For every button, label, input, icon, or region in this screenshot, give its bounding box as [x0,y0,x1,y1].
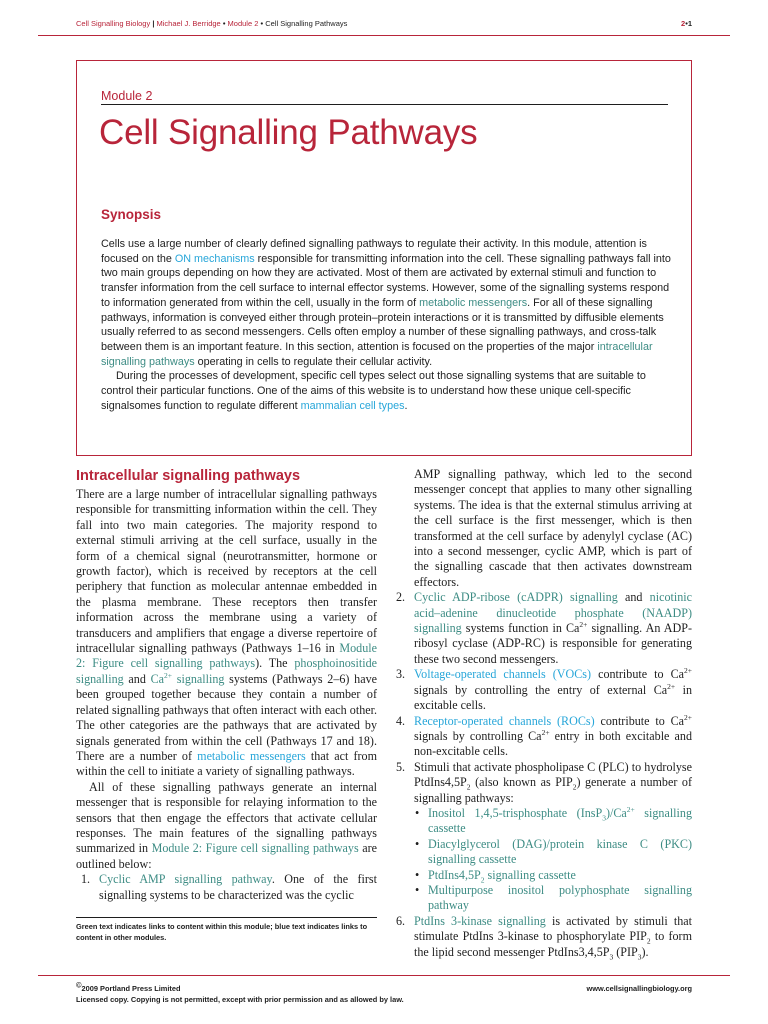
link-ptdins-3-kinase-signalling[interactable]: PtdIns 3-kinase signalling [414,913,546,928]
text-run: Cells use a large number of clearly defined signalling pathways to regulate their activity. In this module, attention is focused on the [101,238,647,265]
running-header-left [76,17,347,31]
synopsis-heading: Synopsis [101,207,162,222]
header-bullet: • [222,19,226,28]
text-run: that act from within the cell to initiate a variety of signalling pathways. [76,748,377,779]
text-run: signals by controlling Ca [414,728,542,743]
footnote-rule [76,917,377,918]
list-number: 4. [396,713,406,728]
text-run: and [123,671,151,686]
text-run: systems function in Ca [461,621,580,636]
body-paragraph [76,487,377,780]
link-ptdins45p2-cassette[interactable] [428,868,576,882]
page-number [681,17,692,31]
list-item [76,872,377,903]
text-run: are outlined below: [76,841,377,871]
link-receptor-operated-channels[interactable]: Receptor-operated channels (ROCs) [414,713,595,728]
header-rule [38,35,730,36]
link-ca-signalling[interactable] [151,672,225,686]
text-run: operating in cells to regulate their cellular activity. [194,355,433,368]
header-divider: | [152,19,155,28]
copyright-text: 2009 Portland Press Limited [81,984,181,993]
synopsis-paragraph [101,237,672,369]
bullet-item [414,883,692,914]
license-notice: Licensed copy. Copying is not permitted, except with prior permission and as allowed by law. [76,995,404,1004]
subscript: 2 [646,936,651,946]
link-figure-cell-signalling-pathways[interactable]: Module 2: Figure cell signalling pathways [76,641,377,671]
subscript: 2 [480,874,485,884]
synopsis-text [101,237,672,413]
text-run: contribute to Ca [591,667,684,682]
page-number-module: 2 [681,19,686,28]
list-item [391,667,692,713]
link-metabolic-messengers[interactable]: metabolic messengers [419,296,528,309]
section-heading: Intracellular signalling pathways [76,468,301,484]
text-run: Inositol 1,4,5-trisphosphate (InsP [428,805,603,820]
superscript: 2+ [684,666,692,676]
text-run: entry in both excitable and non-excitable cells. [414,728,693,759]
superscript: 2+ [626,804,635,814]
list-number: 2. [396,590,406,605]
text-run: (PIP [613,944,638,959]
link-naadp-signalling[interactable]: nicotinic acid–adenine dinucleotide phosphate (NAADP) signalling [414,590,692,636]
link-inositol-polyphosphate-pathway[interactable]: Multipurpose inositol polyphosphate signalling pathway [428,882,692,913]
superscript: 2+ [667,681,676,691]
link-metabolic-messengers[interactable]: metabolic messengers [197,748,306,763]
text-run: . One of the first signalling systems to be characterized was the cyclic [99,872,377,902]
text-run: systems (Pathways 2–6) have been grouped together because they contain a number of related signalling pathways that often interact with each other. The other categories are the pathways that are activated by signals generated from within the cell (Pathways 17 and 18). There are a number of [76,671,377,763]
link-cadpr-signalling[interactable]: Cyclic ADP-ribose (cADPR) signalling [414,590,618,605]
header-module: Module 2 [227,19,259,28]
header-author: Michael J. Berridge [156,19,221,28]
list-item [391,714,692,760]
text-run: responsible for transmitting information into the cell. These signalling pathways fall into two main groups depending on how they are activated. Most of them are activated by external stimuli and function to transfer information from the cell surface to internal effector systems. However, some of the signalling systems respond to information generated from within the cell, usually in the form of [101,252,671,309]
text-run: )/Ca [605,805,627,820]
text-run: Stimuli that activate phospholipase C (PLC) to hydrolyse PtdIns4,5P [414,759,692,790]
subscript: 2 [572,782,577,792]
website-link[interactable]: www.cellsignallingbiology.org [586,984,692,993]
running-header [76,17,692,31]
subscript: 3 [602,813,606,823]
subscript: 3 [609,952,614,961]
copyright-symbol: © [76,980,82,990]
page-number-page: 1 [687,19,692,28]
subscript: 2 [466,782,471,792]
text-run: (also known as PIP [470,775,573,790]
module-rule [101,104,668,105]
text-run: There are a large number of intracellular signalling pathways responsible for transmitting information within the cell. They fall into two main categories. The majority respond to external stimuli arriving at the cell surface, usually in the form of a chemical signal (neurotransmitter, hormone or growth factor), which is received by receptors at the cell periphery that function as molecular antennae embedded in the plasma membrane. These receptors then transfer information across the membrane using a variety of transducers and amplifiers that engage a diverse repertoire of intracellular signalling pathways (Pathways 1–16 in [76,487,377,656]
list-item-continued [391,467,692,590]
right-column [391,467,692,960]
copyright-line [76,980,404,994]
text-run: AMP signalling pathway, which led to the second messenger concept that applies to many other signalling systems. The idea is that the external stimulus arriving at the cell surface is the first messenger, which is then transformed at the cell surface by adenylyl cyclase (AC) into a second messenger, cyclic AMP, which is part of the signalling cascade that then activates downstream effectors. [414,467,692,589]
module-label: Module 2 [101,89,153,103]
list-number: 6. [396,913,406,928]
page-title: Cell Signalling Pathways [99,113,478,152]
text-run: All of these signalling pathways generate an internal messenger that is responsible for relaying information to the sensors that then engage the effectors that activate cellular responses. The main features of the signalling pathways summarized in [76,779,377,856]
text-run: ). [641,944,649,959]
text-run: ) generate a number of signalling pathways: [414,775,692,805]
text-run: . [404,399,408,412]
text-run: signalling. An ADP-ribosyl cyclase (ADP-RC) is responsible for generating these two second messengers. [414,621,692,666]
superscript: 2+ [684,712,692,722]
text-run: . For all of these signalling pathways, information is conveyed either through protein–protein interactions or it is transmitted by diffusible elements usually referred to as second messengers. Cells often employ a number of these signalling pathways, and cross-talk between them is an important feature. In this section, attention is focused on the properties of the major [101,296,664,353]
text-run: in excitable cells. [414,682,693,713]
text-run: signalling cassette [428,805,692,836]
footer-left [76,980,404,1005]
text-run: During the processes of development, specific cell types select out those signalling systems that are suitable to control their particular functions. One of the aims of this website is to understand how these unique cell-specific signalsomes function to regulate different [101,370,646,412]
text-run: Ca [150,671,165,686]
superscript: 2+ [579,620,588,630]
link-dag-pkc-cassette[interactable]: Diacylglycerol (DAG)/protein kinase C (PKC) signalling cassette [428,836,692,867]
text-run: PtdIns4,5P [428,867,481,882]
text-run: is activated by stimuli that stimulate PtdIns 3-kinase to phosphorylate PIP [414,913,692,944]
link-phosphoinositide-signalling[interactable]: phosphoinositide signalling [76,656,377,686]
subscript: 3 [637,952,642,961]
superscript: 2+ [164,670,173,680]
title-box [76,60,692,456]
pathway-list [76,872,377,903]
link-insp3-ca-cassette[interactable] [428,806,692,835]
synopsis-paragraph [101,369,672,413]
link-mammalian-cell-types[interactable]: mammalian cell types [300,399,405,412]
bullet-item [414,868,692,883]
link-intracellular-signalling-pathways[interactable]: intracellular signalling pathways [101,340,653,368]
footer-rule [38,975,730,976]
link-figure-cell-signalling-pathways[interactable]: Module 2: Figure cell signalling pathways [151,841,359,856]
list-number: 5. [396,759,406,774]
header-chapter: Cell Signalling Pathways [265,19,348,28]
header-bullet: • [260,19,264,28]
header-book-title: Cell Signalling Biology [76,19,151,28]
text-run: contribute to Ca [594,713,684,728]
list-item [391,590,692,667]
list-number: 1. [81,872,91,887]
text-run: to form the lipid second messenger PtdIns3,4,5P [414,929,692,959]
bullet-item [414,806,692,837]
superscript: 2+ [541,727,550,737]
text-run: signalling [172,671,225,686]
list-number: 3. [396,667,406,682]
text-run: and [617,590,650,605]
link-cyclic-amp-signalling[interactable]: Cyclic AMP signalling pathway [99,872,272,887]
footnote: Green text indicates links to content within this module; blue text indicates links to content in other modules. [76,922,368,942]
list-item [391,914,692,960]
text-run: signals by controlling the entry of external Ca [414,682,668,697]
pathway-list-continued [391,467,692,960]
text-run: signalling cassette [484,867,576,882]
list-item [391,760,692,914]
link-voltage-operated-channels[interactable]: Voltage-operated channels (VOCs) [414,667,592,682]
page-number-bullet: • [685,19,688,28]
text-run: ). The [255,656,295,671]
left-column [76,465,377,903]
body-paragraph [76,780,377,872]
link-on-mechanisms[interactable]: ON mechanisms [174,252,255,265]
plc-pathway-bullets [414,806,692,914]
bullet-item [414,837,692,868]
